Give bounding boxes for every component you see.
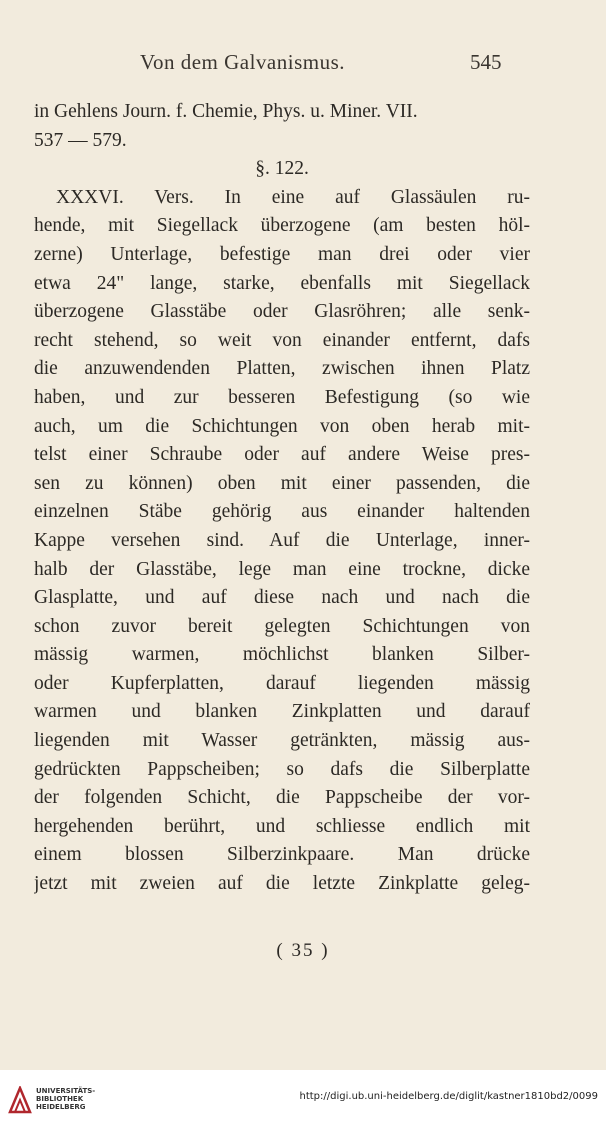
library-name-line: BIBLIOTHEK bbox=[36, 1095, 84, 1103]
library-name bbox=[36, 1087, 95, 1111]
text-line: recht stehend, so weit von einander entfernt, dafs bbox=[34, 329, 530, 351]
text-line: einem blossen Silberzinkpaare. Man drücke bbox=[34, 844, 530, 866]
text-line: die anzuwendenden Platten, zwischen ihnen Platz bbox=[34, 358, 530, 380]
page-number: 545 bbox=[470, 50, 502, 74]
text-line: hergehenden berührt, und schliesse endlich mit bbox=[34, 815, 530, 837]
text-line: der folgenden Schicht, die Pappscheibe der vor- bbox=[34, 787, 530, 809]
signature-mark: ( 35 ) bbox=[276, 940, 330, 961]
text-line: sen zu können) oben mit einer passenden, die bbox=[34, 472, 530, 494]
text-line: XXXVI. Vers. In eine auf Glassäulen ru- bbox=[56, 186, 530, 208]
logo-inner bbox=[15, 1100, 25, 1112]
text-line: warmen und blanken Zinkplatten und darauf bbox=[34, 701, 530, 723]
text-line: zerne) Unterlage, befestige man drei oder vier bbox=[34, 243, 530, 265]
text-line: hende, mit Siegellack überzogene (am besten höl- bbox=[34, 215, 530, 237]
text-line: telst einer Schraube oder auf andere Weise pres- bbox=[34, 444, 530, 466]
library-name-line: HEIDELBERG bbox=[36, 1103, 86, 1111]
section-heading: §. 122. bbox=[255, 158, 309, 180]
text-line: 537 — 579. bbox=[34, 129, 127, 151]
library-name-line: UNIVERSITÄTS- bbox=[36, 1087, 96, 1095]
permalink-url[interactable]: http://digi.ub.uni-heidelberg.de/diglit/kastner1810bd2/0099 bbox=[299, 1091, 598, 1102]
text-line: halb der Glasstäbe, lege man eine trockne, dicke bbox=[34, 558, 530, 580]
running-title: Von dem Galvanismus. bbox=[140, 50, 346, 74]
text-line: überzogene Glasstäbe oder Glasröhren; alle senk- bbox=[34, 301, 530, 323]
text-line: liegenden mit Wasser getränkten, mässig aus- bbox=[34, 730, 530, 752]
body-text bbox=[34, 98, 530, 899]
text-line: einzelnen Stäbe gehörig aus einander haltenden bbox=[34, 501, 530, 523]
running-head bbox=[0, 50, 606, 86]
library-logo-icon bbox=[8, 1086, 32, 1114]
text-line: haben, und zur besseren Befestigung (so wie bbox=[34, 386, 530, 408]
text-line: gedrückten Pappscheiben; so dafs die Silberplatte bbox=[34, 758, 530, 780]
text-line: Glasplatte, und auf diese nach und nach die bbox=[34, 587, 530, 609]
text-line: schon zuvor bereit gelegten Schichtungen von bbox=[34, 615, 530, 637]
text-line: mässig warmen, möchlichst blanken Silber- bbox=[34, 644, 530, 666]
text-line: in Gehlens Journ. f. Chemie, Phys. u. Miner. VII. bbox=[34, 101, 418, 122]
text-line: etwa 24" lange, starke, ebenfalls mit Siegellack bbox=[34, 272, 530, 294]
text-line: jetzt mit zweien auf die letzte Zinkplatte geleg- bbox=[34, 873, 530, 895]
text-line: Kappe versehen sind. Auf die Unterlage, inner- bbox=[34, 529, 530, 551]
footer bbox=[0, 1070, 606, 1123]
text-line: auch, um die Schichtungen von oben herab mit- bbox=[34, 415, 530, 437]
text-line: oder Kupferplatten, darauf liegenden mässig bbox=[34, 672, 530, 694]
